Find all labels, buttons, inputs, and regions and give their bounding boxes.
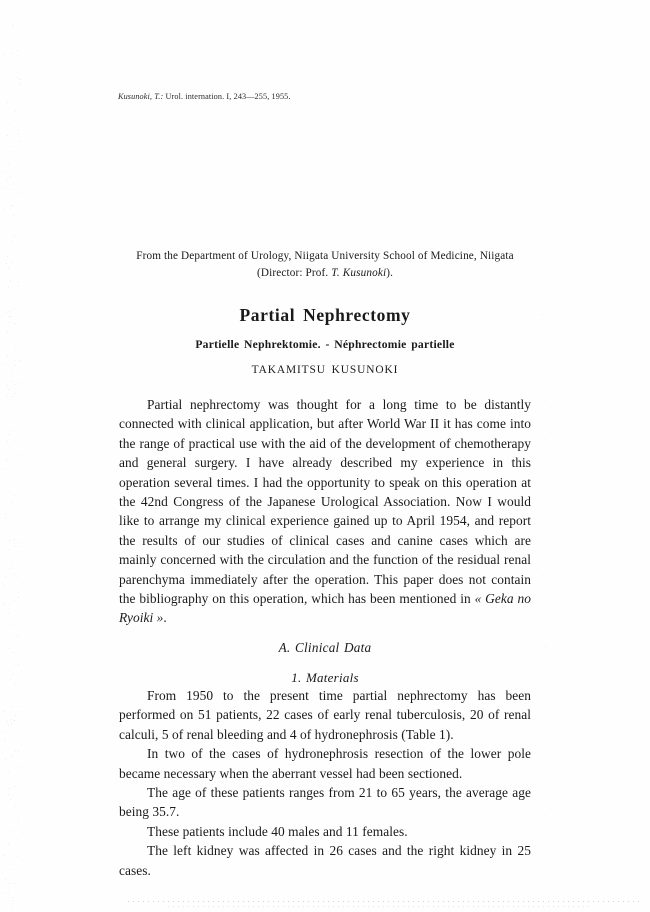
article-title: Partial Nephrectomy	[239, 305, 411, 325]
running-header	[118, 92, 291, 101]
director-name: T. Kusunoki	[331, 266, 387, 279]
paragraph-materials-3: The age of these patients ranges from 21 to 65 years, the average age being 35.7.	[119, 784, 531, 820]
paragraph-materials-1: From 1950 to the present time partial nephrectomy has been performed on 51 patients, 22 cases of early renal tuberculosis, 20 of renal calculi, 5 of renal bleeding and 4 of hydronephrosis (Table 1).	[119, 687, 531, 742]
affiliation-line-1: From the Department of Urology, Niigata University School of Medicine, Niigata	[136, 250, 514, 262]
article-content	[119, 248, 531, 880]
scan-noise-right	[540, 0, 550, 912]
paragraph-introduction	[119, 395, 531, 628]
intro-text-part-1: Partial nephrectomy was thought for a long time to be distantly connected with clinical application, but after World War II it has come into the range of practical use with the aid of the development of chemotherapy and general surgery. I have already described my experience in this operation several times. I had the opportunity to speak on this operation at the 42nd Congress of the Japanese Urological Association. Now I would like to arrange my clinical experience gained up to April 1954, and report the results of our studies of clinical cases and canine cases which are mainly concerned with the circulation and the function of the residual renal parenchyma immediately after the operation. This paper does not contain the bibliography on this operation, which has been mentioned in	[119, 397, 531, 607]
paragraph-materials-2: In two of the cases of hydronephrosis resection of the lower pole became necessary when the aberrant vessel had been sectioned.	[119, 746, 531, 781]
director-suffix: ).	[386, 266, 394, 279]
affiliation-line-2	[119, 265, 531, 282]
article-subtitle: Partielle Nephrektomie. - Néphrectomie partielle	[195, 338, 455, 351]
paragraph-materials-4: These patients include 40 males and 11 females.	[147, 823, 408, 839]
intro-text-end: .	[163, 610, 167, 626]
paragraph-materials-5: The left kidney was affected in 26 cases and the right kidney in 25 cases.	[119, 843, 531, 878]
scan-artifact-dotted-line-secondary	[168, 906, 590, 907]
subsection-heading-materials: 1. Materials	[291, 669, 359, 685]
running-header-citation: Urol. internation. I, 243—255, 1955.	[165, 92, 291, 101]
affiliation-block	[119, 248, 531, 281]
director-prefix: (Director: Prof.	[256, 266, 332, 279]
article-author: TAKAMITSU KUSUNOKI	[251, 364, 399, 376]
journal-reference: « Geka no Ryoiki »	[119, 591, 531, 626]
running-header-author: Kusunoki, T.:	[118, 92, 164, 101]
scan-artifact-dotted-line	[128, 901, 642, 902]
section-heading-clinical-data: A. Clinical Data	[278, 639, 372, 655]
scan-noise-left	[2, 0, 20, 912]
